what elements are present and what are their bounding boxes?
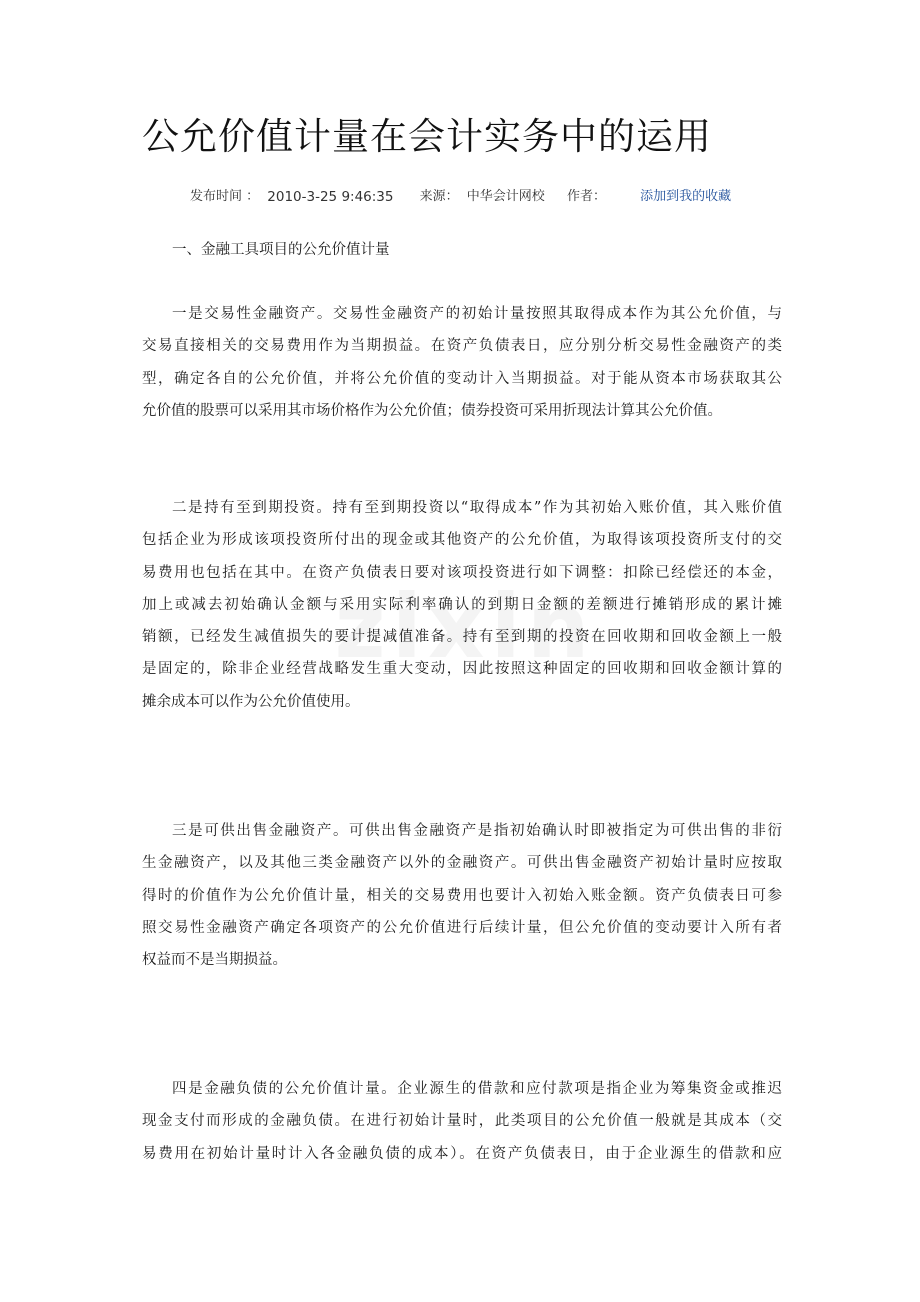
paragraph-line: 照交易性金融资产确定各项资产的公允价值进行后续计量，但公允价值的变动要计入所有者 [142, 919, 782, 936]
source-value: 中华会计网校 [466, 189, 545, 204]
article-meta [190, 185, 731, 209]
paragraph-line: 允价值的股票可以采用其市场价格作为公允价值；债券投资可采用折现法计算其公允价值。 [142, 402, 722, 419]
section-heading: 一、金融工具项目的公允价值计量 [172, 242, 390, 258]
paragraph-line: 四是金融负债的公允价值计量。企业源生的借款和应付款项是指企业为筹集资金或推迟 [172, 1081, 782, 1097]
author-label: 作者： [566, 189, 606, 204]
paragraph-held-to-maturity [142, 492, 782, 718]
paragraph-line: 现金支付而形成的金融负债。在进行初始计量时，此类项目的公允价值一般就是其成本（交 [142, 1113, 782, 1130]
add-to-favorites-link[interactable]: 添加到我的收藏 [640, 189, 732, 204]
paragraph-line: 易费用也包括在其中。在资产负债表日要对该项投资进行如下调整：扣除已经偿还的本金， [142, 564, 782, 581]
paragraph-line: 二是持有至到期投资。持有至到期投资以“取得成本”作为其初始入账价值，其入账价值 [172, 500, 782, 516]
paragraph-line: 一是交易性金融资产。交易性金融资产的初始计量按照其取得成本作为其公允价值，与 [172, 306, 782, 322]
article-title: 公允价值计量在会计实务中的运用 [142, 115, 712, 158]
paragraph-line: 摊余成本可以作为公允价值使用。 [142, 693, 360, 710]
paragraph-line: 销额，已经发生减值损失的要计提减值准备。持有至到期的投资在回收期和回收金额上一般 [142, 629, 782, 646]
paragraph-line: 是固定的，除非企业经营战略发生重大变动，因此按照这种固定的回收期和回收金额计算的 [142, 661, 782, 678]
paragraph-line: 包括企业为形成该项投资所付出的现金或其他资产的公允价值，为取得该项投资所支付的交 [142, 532, 782, 549]
paragraph-line: 生金融资产，以及其他三类金融资产以外的金融资产。可供出售金融资产初始计量时应按取 [142, 855, 782, 872]
paragraph-line: 加上或减去初始确认金额与采用实际利率确认的到期日金额的差额进行摊销形成的累计摊 [142, 596, 782, 613]
paragraph-available-for-sale [142, 815, 782, 976]
paragraph-line: 易费用在初始计量时计入各金融负债的成本）。在资产负债表日，由于企业源生的借款和应 [142, 1145, 782, 1162]
paragraph-financial-liabilities [142, 1073, 782, 1170]
publish-datetime: 2010-3-25 9:46:35 [267, 189, 394, 205]
source-label: 来源： [419, 189, 459, 204]
paragraph-line: 得时的价值作为公允价值计量，相关的交易费用也要计入初始入账金额。资产负债表日可参 [142, 887, 782, 904]
paragraph-line: 三是可供出售金融资产。可供出售金融资产是指初始确认时即被指定为可供出售的非衍 [172, 823, 782, 839]
paragraph-line: 交易直接相关的交易费用作为当期损益。在资产负债表日，应分别分析交易性金融资产的类 [142, 338, 782, 355]
paragraph-trading-financial-assets [142, 298, 782, 427]
paragraph-line: 型，确定各自的公允价值，并将公允价值的变动计入当期损益。对于能从资本市场获取其公 [142, 370, 782, 387]
paragraph-line: 权益而不是当期损益。 [142, 952, 287, 969]
publish-time-label: 发布时间 ： [190, 189, 260, 204]
